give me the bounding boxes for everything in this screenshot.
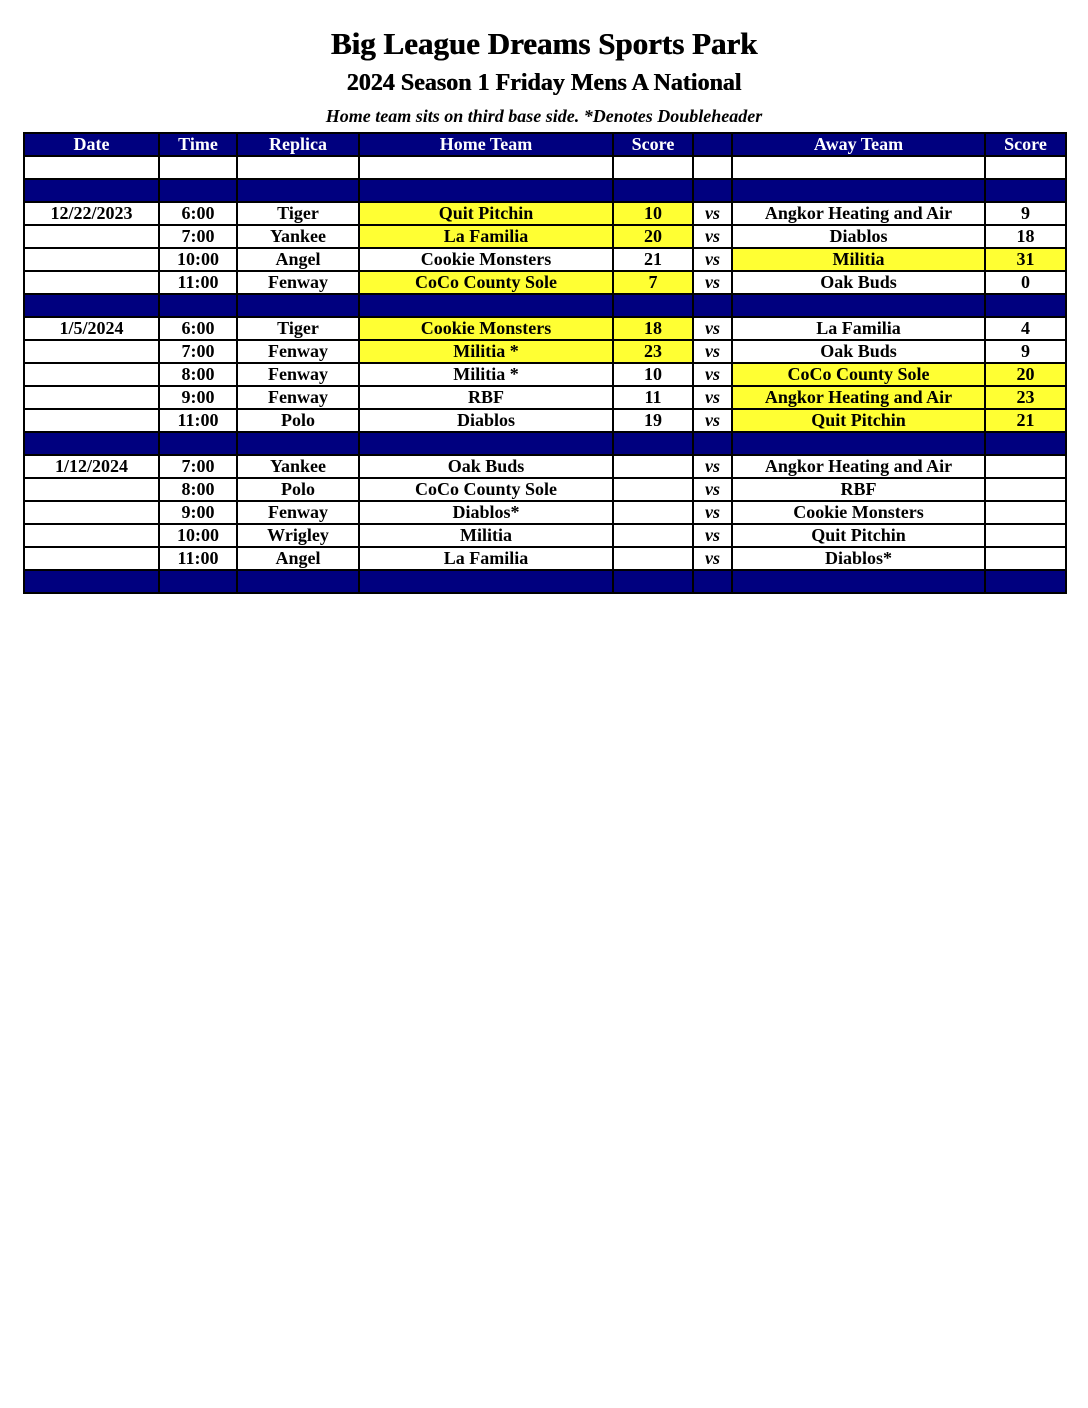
replica-cell: Fenway (237, 386, 359, 409)
home-team-cell: Militia (359, 524, 613, 547)
column-header-vs (693, 133, 732, 156)
time-cell: 6:00 (159, 202, 237, 225)
table-row (24, 271, 1066, 294)
table-row (24, 478, 1066, 501)
time-cell: 10:00 (159, 248, 237, 271)
home-score-cell: 10 (613, 363, 693, 386)
home-score-cell: 11 (613, 386, 693, 409)
away-score-cell (985, 547, 1066, 570)
schedule-body (24, 156, 1066, 593)
table-row (24, 340, 1066, 363)
empty-cell (985, 432, 1066, 455)
empty-cell (732, 570, 985, 593)
time-cell: 9:00 (159, 386, 237, 409)
empty-cell (985, 570, 1066, 593)
column-header-away-score: Score (985, 133, 1066, 156)
away-team-cell: La Familia (732, 317, 985, 340)
column-header-home-score: Score (613, 133, 693, 156)
away-team-cell: Angkor Heating and Air (732, 202, 985, 225)
empty-cell (693, 156, 732, 179)
replica-cell: Wrigley (237, 524, 359, 547)
empty-cell (613, 156, 693, 179)
vs-cell: vs (693, 225, 732, 248)
away-score-cell: 21 (985, 409, 1066, 432)
time-cell: 6:00 (159, 317, 237, 340)
away-score-cell: 20 (985, 363, 1066, 386)
table-row (24, 386, 1066, 409)
away-team-cell: Militia (732, 248, 985, 271)
empty-cell (613, 570, 693, 593)
table-row (24, 317, 1066, 340)
home-score-cell (613, 478, 693, 501)
replica-cell: Fenway (237, 271, 359, 294)
empty-cell (159, 156, 237, 179)
date-cell: 12/22/2023 (24, 202, 159, 225)
table-row (24, 547, 1066, 570)
replica-cell: Angel (237, 248, 359, 271)
column-header-time: Time (159, 133, 237, 156)
vs-cell: vs (693, 202, 732, 225)
empty-cell (24, 570, 159, 593)
empty-cell (159, 570, 237, 593)
empty-cell (24, 156, 159, 179)
empty-cell (732, 432, 985, 455)
replica-cell: Fenway (237, 363, 359, 386)
date-cell (24, 363, 159, 386)
empty-cell (359, 179, 613, 202)
date-cell (24, 386, 159, 409)
separator-row (24, 179, 1066, 202)
vs-cell: vs (693, 340, 732, 363)
away-score-cell (985, 501, 1066, 524)
vs-cell: vs (693, 455, 732, 478)
home-team-cell: CoCo County Sole (359, 271, 613, 294)
empty-cell (693, 570, 732, 593)
empty-cell (359, 570, 613, 593)
away-team-cell: Quit Pitchin (732, 524, 985, 547)
away-team-cell: Cookie Monsters (732, 501, 985, 524)
away-team-cell: Diablos (732, 225, 985, 248)
page-subtitle: 2024 Season 1 Friday Mens A National (346, 70, 742, 96)
empty-cell (359, 294, 613, 317)
empty-cell (237, 156, 359, 179)
time-cell: 11:00 (159, 271, 237, 294)
time-cell: 7:00 (159, 340, 237, 363)
empty-cell (732, 179, 985, 202)
empty-cell (359, 156, 613, 179)
vs-cell: vs (693, 248, 732, 271)
separator-row (24, 294, 1066, 317)
empty-cell (359, 432, 613, 455)
vs-cell: vs (693, 317, 732, 340)
home-score-cell (613, 455, 693, 478)
empty-cell (159, 294, 237, 317)
home-team-cell: Diablos* (359, 501, 613, 524)
replica-cell: Polo (237, 409, 359, 432)
away-score-cell: 23 (985, 386, 1066, 409)
home-score-cell: 18 (613, 317, 693, 340)
replica-cell: Tiger (237, 202, 359, 225)
away-team-cell: RBF (732, 478, 985, 501)
away-team-cell: Angkor Heating and Air (732, 455, 985, 478)
empty-cell (24, 179, 159, 202)
empty-cell (237, 294, 359, 317)
away-score-cell: 31 (985, 248, 1066, 271)
away-team-cell: Oak Buds (732, 340, 985, 363)
date-cell (24, 524, 159, 547)
date-cell (24, 225, 159, 248)
away-score-cell: 18 (985, 225, 1066, 248)
table-row (24, 363, 1066, 386)
replica-cell: Tiger (237, 317, 359, 340)
separator-row (24, 432, 1066, 455)
home-score-cell: 7 (613, 271, 693, 294)
away-score-cell: 4 (985, 317, 1066, 340)
date-cell (24, 478, 159, 501)
replica-cell: Yankee (237, 225, 359, 248)
time-cell: 11:00 (159, 547, 237, 570)
replica-cell: Fenway (237, 501, 359, 524)
home-team-cell: Militia * (359, 363, 613, 386)
vs-cell: vs (693, 386, 732, 409)
home-team-cell: Quit Pitchin (359, 202, 613, 225)
column-header-away-team: Away Team (732, 133, 985, 156)
empty-cell (24, 294, 159, 317)
away-score-cell: 9 (985, 202, 1066, 225)
date-cell (24, 409, 159, 432)
table-row (24, 501, 1066, 524)
replica-cell: Fenway (237, 340, 359, 363)
empty-cell (159, 432, 237, 455)
empty-cell (732, 294, 985, 317)
date-cell: 1/5/2024 (24, 317, 159, 340)
schedule-note: Home team sits on third base side. *Denotes Doubleheader (325, 106, 763, 126)
home-team-cell: Diablos (359, 409, 613, 432)
date-cell (24, 501, 159, 524)
away-score-cell: 0 (985, 271, 1066, 294)
empty-cell (237, 570, 359, 593)
time-cell: 7:00 (159, 455, 237, 478)
separator-row (24, 570, 1066, 593)
date-cell (24, 248, 159, 271)
column-header-replica: Replica (237, 133, 359, 156)
home-team-cell: Cookie Monsters (359, 317, 613, 340)
home-score-cell: 10 (613, 202, 693, 225)
home-score-cell: 21 (613, 248, 693, 271)
replica-cell: Yankee (237, 455, 359, 478)
vs-cell: vs (693, 501, 732, 524)
home-team-cell: Oak Buds (359, 455, 613, 478)
time-cell: 8:00 (159, 363, 237, 386)
page-title: Big League Dreams Sports Park (330, 26, 758, 61)
away-team-cell: CoCo County Sole (732, 363, 985, 386)
table-row (24, 202, 1066, 225)
away-score-cell: 9 (985, 340, 1066, 363)
empty-cell (613, 179, 693, 202)
home-score-cell: 19 (613, 409, 693, 432)
empty-cell (159, 179, 237, 202)
vs-cell: vs (693, 271, 732, 294)
table-row (24, 455, 1066, 478)
table-header-row (24, 133, 1066, 156)
home-team-cell: CoCo County Sole (359, 478, 613, 501)
away-score-cell (985, 524, 1066, 547)
empty-cell (613, 432, 693, 455)
away-team-cell: Quit Pitchin (732, 409, 985, 432)
home-score-cell (613, 501, 693, 524)
time-cell: 9:00 (159, 501, 237, 524)
vs-cell: vs (693, 524, 732, 547)
empty-cell (732, 156, 985, 179)
home-team-cell: Militia * (359, 340, 613, 363)
away-team-cell: Angkor Heating and Air (732, 386, 985, 409)
vs-cell: vs (693, 478, 732, 501)
away-score-cell (985, 478, 1066, 501)
table-row (24, 409, 1066, 432)
vs-cell: vs (693, 409, 732, 432)
home-score-cell: 23 (613, 340, 693, 363)
away-score-cell (985, 455, 1066, 478)
empty-cell (985, 156, 1066, 179)
time-cell: 11:00 (159, 409, 237, 432)
column-header-home-team: Home Team (359, 133, 613, 156)
home-score-cell (613, 547, 693, 570)
home-team-cell: La Familia (359, 547, 613, 570)
empty-cell (613, 294, 693, 317)
column-header-date: Date (24, 133, 159, 156)
blank-row (24, 156, 1066, 179)
table-row (24, 248, 1066, 271)
date-cell (24, 547, 159, 570)
empty-cell (693, 432, 732, 455)
empty-cell (693, 294, 732, 317)
empty-cell (985, 179, 1066, 202)
replica-cell: Angel (237, 547, 359, 570)
home-team-cell: RBF (359, 386, 613, 409)
empty-cell (24, 432, 159, 455)
vs-cell: vs (693, 363, 732, 386)
table-row (24, 225, 1066, 248)
time-cell: 10:00 (159, 524, 237, 547)
empty-cell (693, 179, 732, 202)
home-team-cell: La Familia (359, 225, 613, 248)
away-team-cell: Oak Buds (732, 271, 985, 294)
away-team-cell: Diablos* (732, 547, 985, 570)
home-score-cell: 20 (613, 225, 693, 248)
home-team-cell: Cookie Monsters (359, 248, 613, 271)
replica-cell: Polo (237, 478, 359, 501)
home-score-cell (613, 524, 693, 547)
time-cell: 8:00 (159, 478, 237, 501)
vs-cell: vs (693, 547, 732, 570)
date-cell (24, 271, 159, 294)
date-cell (24, 340, 159, 363)
empty-cell (237, 432, 359, 455)
table-row (24, 524, 1066, 547)
schedule-table (23, 132, 1067, 594)
time-cell: 7:00 (159, 225, 237, 248)
empty-cell (237, 179, 359, 202)
empty-cell (985, 294, 1066, 317)
date-cell: 1/12/2024 (24, 455, 159, 478)
